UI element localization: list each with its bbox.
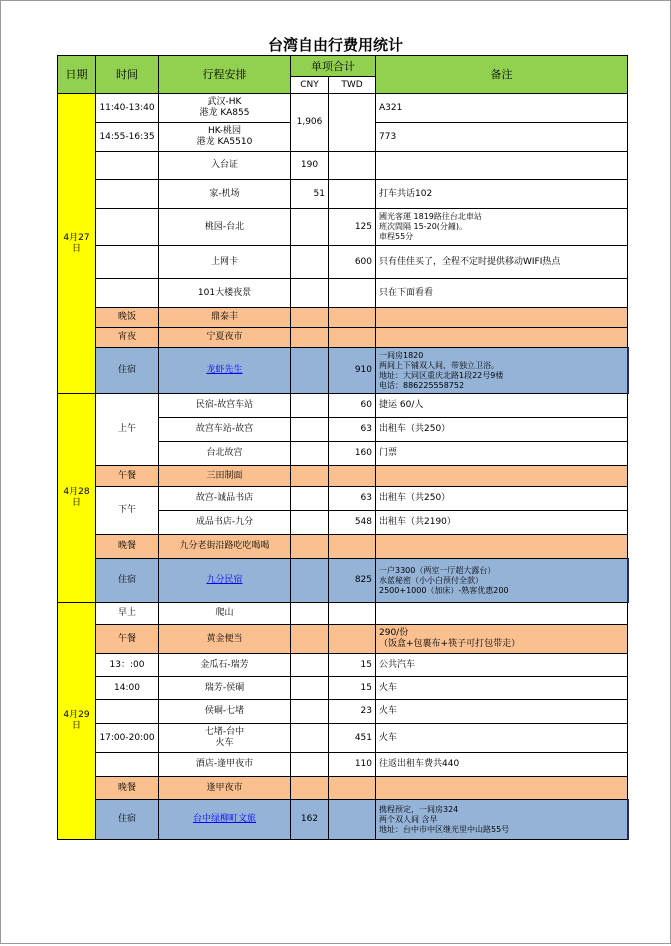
time-cell: 晚饭 [96,308,159,328]
cny-cell [291,209,329,246]
itinerary-cell: 侯硐-七堵 [159,700,291,724]
note-cell: 只有佳佳买了，全程不定时提供移动WIFI热点 [376,246,628,279]
twd-cell [329,535,376,559]
cny-cell [291,700,329,724]
time-cell: 住宿 [96,559,159,603]
note-cell: 公共汽车 [376,654,628,677]
cny-cell [291,511,329,535]
twd-cell [329,279,376,308]
cny-cell [291,466,329,487]
note-cell [376,308,628,328]
page-border-top [0,0,671,1]
header-date: 日期 [58,56,96,94]
table-row [58,466,628,487]
itinerary-cell: 七堵-台中 火车 [159,724,291,753]
table-row [58,677,628,700]
table-row [58,152,628,180]
itinerary-cell: 九分老街沿路吃吃喝喝 [159,535,291,559]
table-row [58,180,628,209]
twd-cell [329,625,376,654]
lodging-link[interactable]: 九分民宿 [206,575,243,585]
table-row [58,348,628,394]
note-cell: 773 [376,123,628,152]
itinerary-cell: HK-桃园 港龙 KA5510 [159,123,291,152]
time-cell: 早上 [96,603,159,625]
sheet-title: 台湾自由行费用统计 [267,36,403,54]
time-cell: 午餐 [96,466,159,487]
time-cell [96,152,159,180]
page-border-left [0,0,1,944]
cny-cell: 162 [291,800,329,840]
lodging-link[interactable]: 龙虾先生 [206,365,243,375]
itinerary-cell: 台北故宫 [159,442,291,466]
time-cell: 14:00 [96,677,159,700]
table-row [58,246,628,279]
twd-cell: 23 [329,700,376,724]
date-cell-day1: 4月27日 [58,94,96,394]
itinerary-cell: 成品书店-九分 [159,511,291,535]
table-row [58,724,628,753]
cny-cell [291,442,329,466]
itinerary-cell: 黄金便当 [159,625,291,654]
time-cell: 下午 [96,487,159,535]
twd-cell: 125 [329,209,376,246]
itinerary-cell [159,559,291,603]
twd-cell: 60 [329,394,376,418]
note-cell: 一户3300（两室一厅超大露台） 水蓝秘密（小小白预付全款） 2500+1000（加床）-熟客优惠200 [376,559,628,603]
itinerary-cell: 入台证 [159,152,291,180]
twd-cell: 451 [329,724,376,753]
itinerary-cell [159,800,291,840]
itinerary-cell: 瑞芳-侯硐 [159,677,291,700]
lodging-link[interactable]: 台中绿柳町文旅 [192,814,256,824]
note-cell: 捷运 60/人 [376,394,628,418]
itinerary-cell: 逢甲夜市 [159,777,291,800]
twd-cell [329,603,376,625]
table-row [58,94,628,123]
time-cell: 13：:00 [96,654,159,677]
time-cell [96,753,159,777]
itinerary-cell: 民宿-故宫车站 [159,394,291,418]
itinerary-cell: 爬山 [159,603,291,625]
note-cell: 打车共话102 [376,180,628,209]
itinerary-cell: 武汉-HK 港龙 KA855 [159,94,291,123]
time-cell [96,279,159,308]
note-cell: 门票 [376,442,628,466]
note-cell: 火车 [376,724,628,753]
header-notes: 备注 [376,56,628,94]
table-row [58,559,628,603]
twd-cell [329,777,376,800]
twd-cell: 15 [329,677,376,700]
note-cell: 只在下面看看 [376,279,628,308]
note-cell: A321 [376,94,628,123]
cny-cell [291,328,329,348]
time-cell [96,209,159,246]
cny-cell: 51 [291,180,329,209]
cny-cell [291,677,329,700]
cny-cell [291,625,329,654]
table-row [58,394,628,418]
time-cell: 11:40-13:40 [96,94,159,123]
itinerary-cell: 故宫车站-故宫 [159,418,291,442]
header-itinerary: 行程安排 [159,56,291,94]
table-row [58,700,628,724]
cny-cell [291,308,329,328]
itinerary-cell: 故宫-诚品书店 [159,487,291,511]
twd-cell [329,94,376,152]
header-twd: TWD [329,77,376,94]
cny-cell [291,535,329,559]
itinerary-cell: 酒店-逢甲夜市 [159,753,291,777]
table-row [58,603,628,625]
note-cell: 出租车（共250） [376,418,628,442]
itinerary-cell: 三田制面 [159,466,291,487]
time-cell: 宵夜 [96,328,159,348]
itinerary-cell [159,348,291,394]
note-cell [376,152,628,180]
table-row [58,800,628,840]
time-cell: 午餐 [96,625,159,654]
table-row [58,209,628,246]
note-cell [376,777,628,800]
time-cell [96,180,159,209]
date-cell-day3: 4月29日 [58,603,96,840]
header-subtotal: 单项合计 [291,56,376,77]
table-row [58,328,628,348]
cny-cell [291,654,329,677]
time-cell: 住宿 [96,800,159,840]
itinerary-cell: 家-机场 [159,180,291,209]
time-cell [96,246,159,279]
table-row [58,535,628,559]
cny-cell [291,279,329,308]
cny-cell [291,394,329,418]
time-cell: 上午 [96,394,159,466]
cny-cell [291,559,329,603]
cny-cell [291,753,329,777]
itinerary-cell: 宁夏夜市 [159,328,291,348]
twd-cell: 825 [329,559,376,603]
note-cell [376,466,628,487]
twd-cell: 63 [329,418,376,442]
note-cell: 火车 [376,677,628,700]
flight-cny-cell: 1,906 [291,94,329,152]
cny-cell [291,603,329,625]
itinerary-cell: 上网卡 [159,246,291,279]
note-cell: 290/份 （饭盒+包裹布+筷子可打包带走） [376,625,628,654]
page-border-bottom [0,943,671,944]
cny-cell [291,777,329,800]
time-cell: 晚餐 [96,535,159,559]
twd-cell: 600 [329,246,376,279]
twd-cell [329,466,376,487]
date-cell-day2: 4月28日 [58,394,96,603]
twd-cell: 63 [329,487,376,511]
twd-cell: 548 [329,511,376,535]
note-cell: 國光客運 1819路往台北車站 班次間隔 15-20(分鐘)。 車程55分 [376,209,628,246]
itinerary-cell: 鼎泰丰 [159,308,291,328]
twd-cell [329,800,376,840]
note-cell: 携程预定，一间房324 两个双人间 含早 地址：台中市中区继光里中山路55号 [376,800,628,840]
table-row [58,777,628,800]
note-cell: 往返出租车费共440 [376,753,628,777]
note-cell: 出租车（共2190） [376,511,628,535]
twd-cell: 15 [329,654,376,677]
note-cell [376,328,628,348]
note-cell: 一间房1820 两间上下铺双人间，带独立卫浴。 地址：大同区重庆北路1段22号9楼 电话：886225558752 [376,348,628,394]
table-row [58,487,628,511]
cny-cell [291,418,329,442]
time-cell: 晚餐 [96,777,159,800]
note-cell: 火车 [376,700,628,724]
twd-cell: 910 [329,348,376,394]
itinerary-cell: 桃园-台北 [159,209,291,246]
table-row [58,654,628,677]
twd-cell [329,152,376,180]
cny-cell: 190 [291,152,329,180]
table-row [58,753,628,777]
time-cell: 17:00-20:00 [96,724,159,753]
table-row [58,279,628,308]
cny-cell [291,348,329,394]
table-row [58,308,628,328]
cny-cell [291,246,329,279]
time-cell: 住宿 [96,348,159,394]
header-time: 时间 [96,56,159,94]
time-cell [96,700,159,724]
time-cell: 14:55-16:35 [96,123,159,152]
cny-cell [291,724,329,753]
table-row [58,625,628,654]
header-cny: CNY [291,77,329,94]
note-cell [376,603,628,625]
note-cell: 出租车（共250） [376,487,628,511]
twd-cell: 110 [329,753,376,777]
twd-cell [329,328,376,348]
twd-cell [329,308,376,328]
twd-cell [329,180,376,209]
itinerary-cell: 101大楼夜景 [159,279,291,308]
itinerary-cell: 金瓜石-瑞芳 [159,654,291,677]
expense-table [57,55,629,840]
note-cell [376,535,628,559]
cny-cell [291,487,329,511]
twd-cell: 160 [329,442,376,466]
